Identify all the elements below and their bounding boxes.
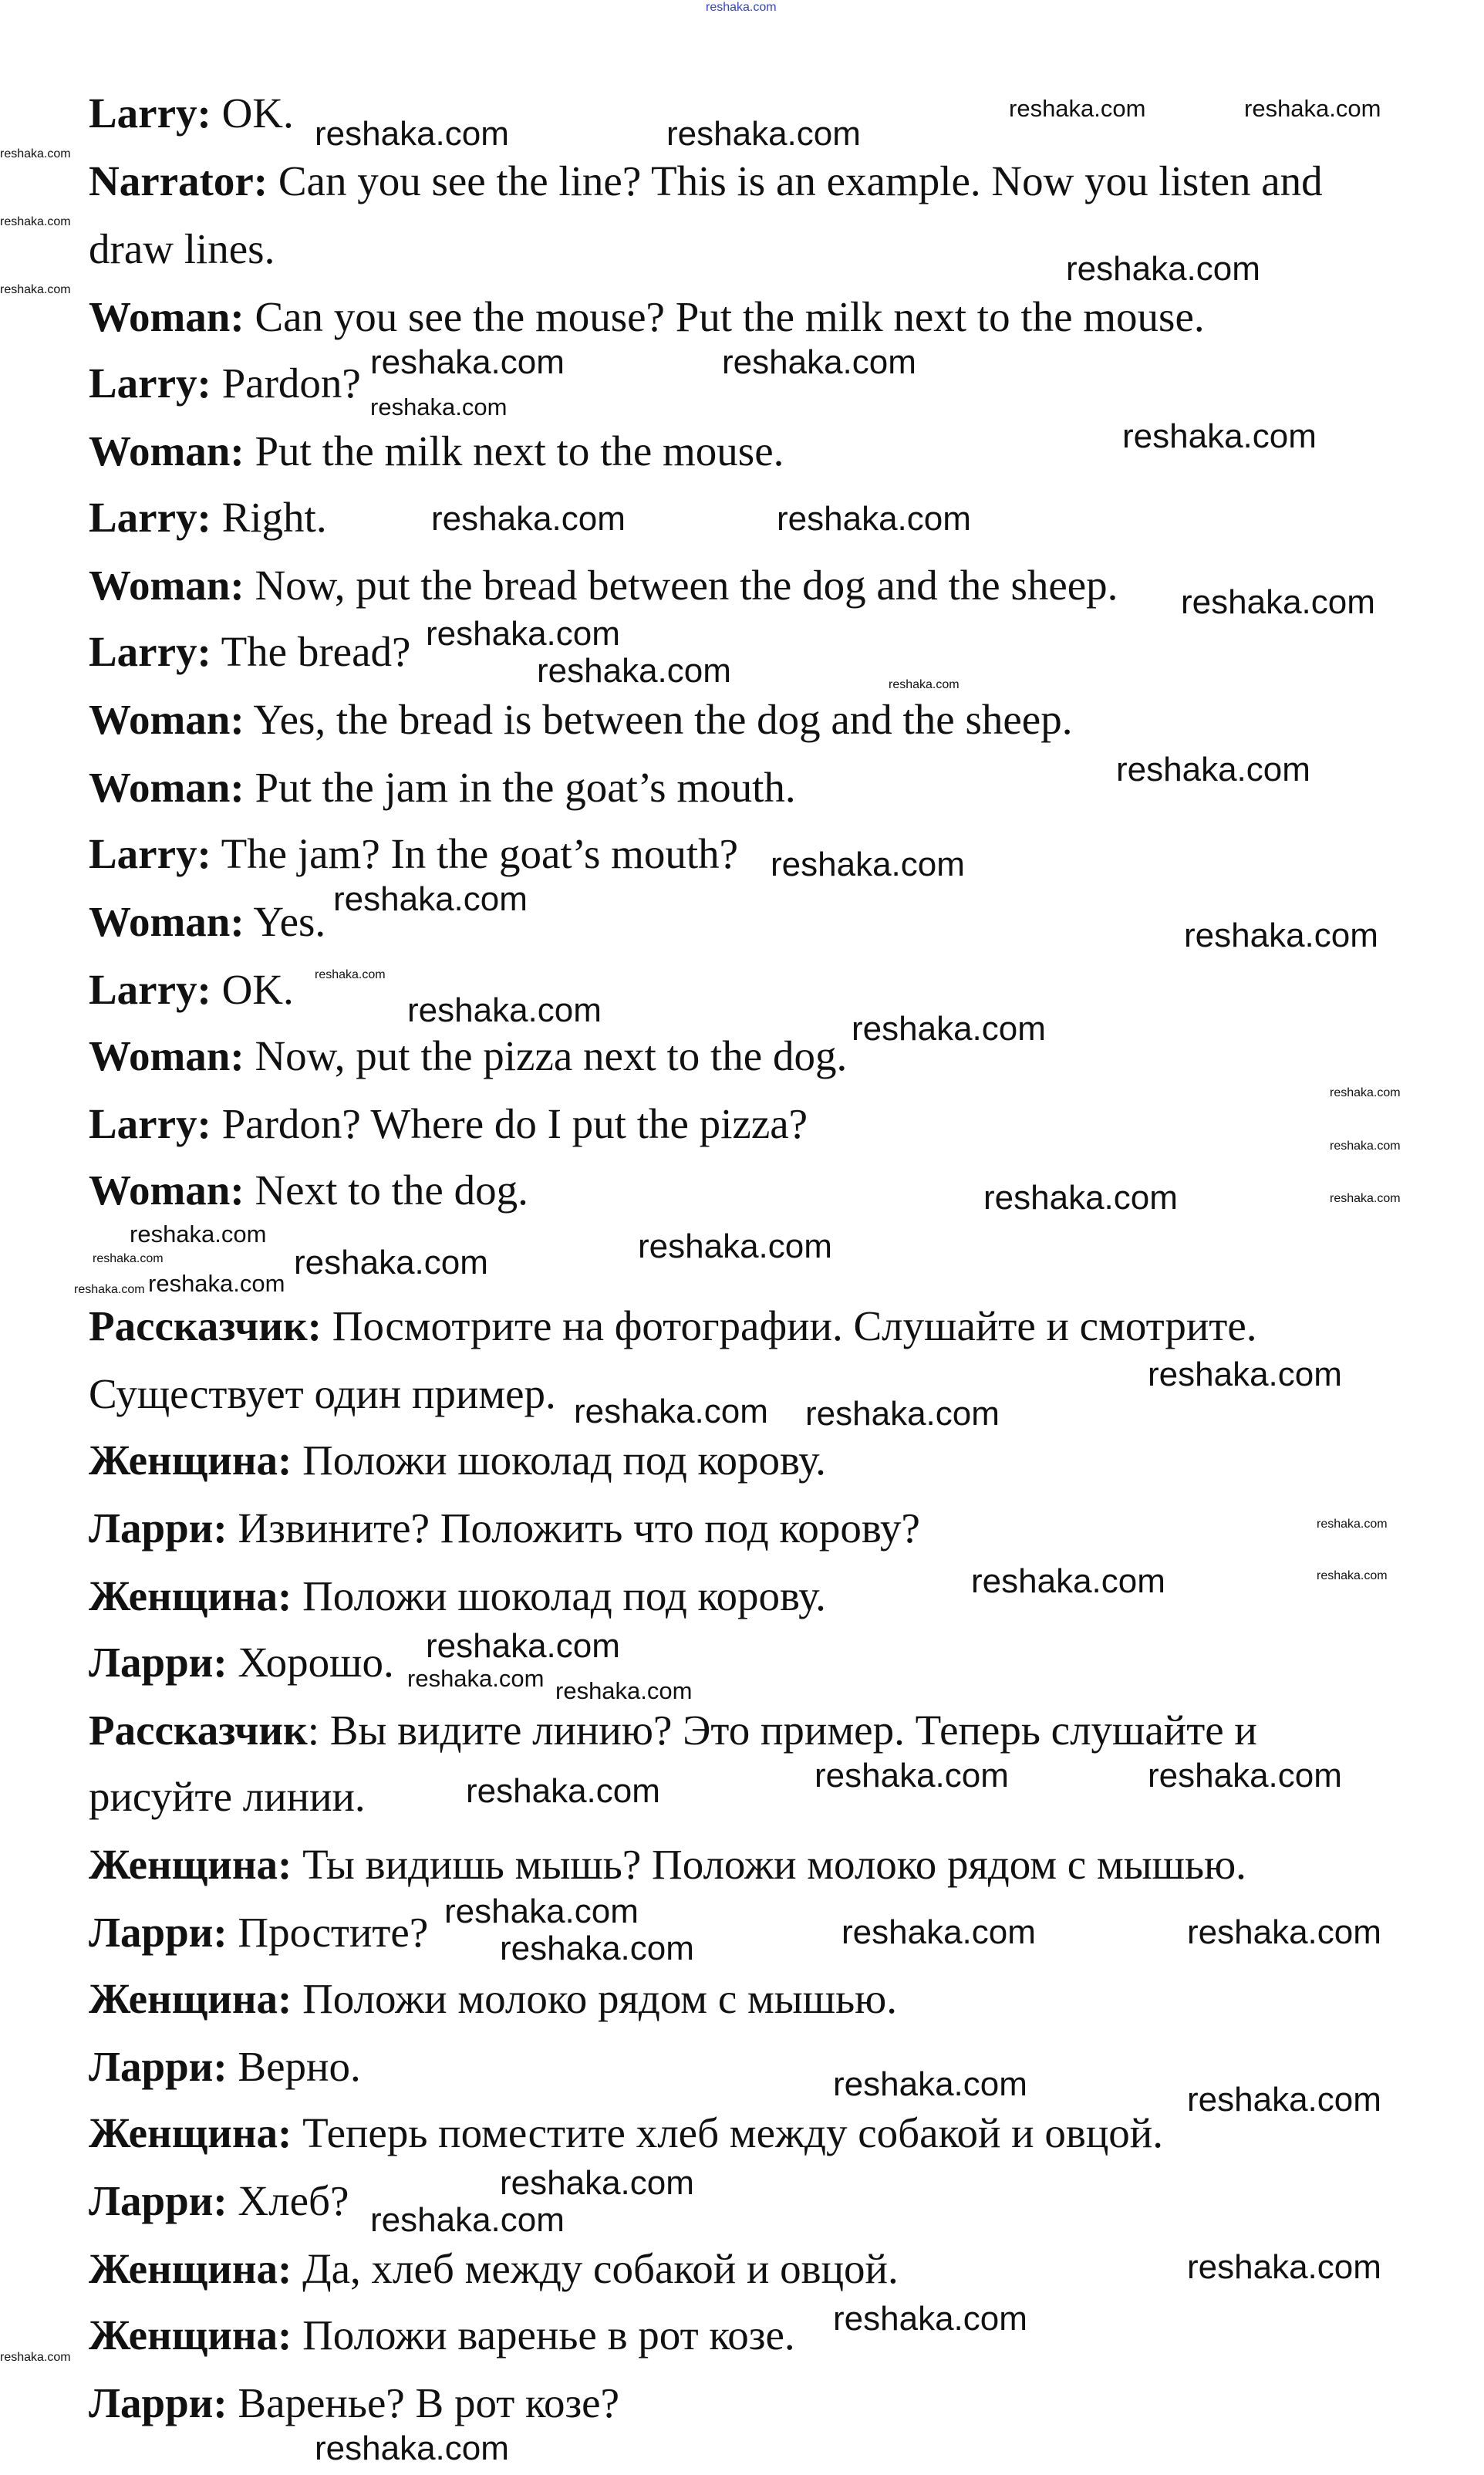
watermark: reshaka.com (426, 615, 620, 653)
watermark: reshaka.com (431, 500, 626, 538)
speaker-label: Larry: (89, 966, 211, 1013)
speaker-label: Женщина: (89, 2245, 292, 2292)
transcript-line (89, 1908, 428, 1957)
speaker-label: Larry: (89, 360, 211, 407)
watermark: reshaka.com (0, 283, 71, 296)
transcript-line (89, 1099, 808, 1149)
watermark: reshaka.com (1187, 2248, 1381, 2286)
line-text: Now, put the bread between the dog and the sheep. (244, 562, 1118, 609)
watermark: reshaka.com (466, 1772, 660, 1810)
line-text: Существует один пример. (89, 1370, 556, 1417)
transcript-line (89, 829, 738, 879)
transcript-line (89, 1504, 920, 1553)
watermark: reshaka.com (852, 1010, 1046, 1048)
watermark: reshaka.com (889, 678, 960, 691)
speaker-label: Woman: (89, 898, 245, 945)
speaker-label: Larry: (89, 494, 211, 541)
watermark: reshaka.com (1009, 95, 1146, 122)
watermark: reshaka.com (1317, 1518, 1388, 1531)
transcript-line (89, 427, 784, 476)
speaker-label: Larry: (89, 628, 211, 675)
line-text: Right. (211, 494, 327, 541)
line-text: Ты видишь мышь? Положи молоко рядом с мышью. (292, 1841, 1246, 1888)
line-text: Now, put the pizza next to the dog. (244, 1032, 848, 1079)
transcript-line (89, 1436, 826, 1485)
line-text: The bread? (211, 628, 411, 675)
transcript-line (89, 89, 294, 138)
watermark: reshaka.com (722, 343, 916, 381)
watermark: reshaka.com (407, 991, 602, 1029)
transcript-line (89, 897, 325, 947)
transcript-line (89, 157, 1323, 206)
watermark: reshaka.com (74, 1283, 145, 1296)
transcript-line (89, 225, 275, 274)
line-text: Посмотрите на фотографии. Слушайте и смотрите. (322, 1302, 1257, 1349)
transcript-line (89, 965, 294, 1015)
speaker-label: Рассказчик: (89, 1302, 322, 1349)
watermark: reshaka.com (983, 1179, 1178, 1217)
line-text: Can you see the mouse? Put the milk next to the mouse. (244, 293, 1205, 340)
watermark: reshaka.com (500, 2164, 694, 2202)
line-text: The jam? In the goat’s mouth? (211, 830, 739, 877)
speaker-label: Ларри: (89, 2379, 228, 2426)
line-text: рисуйте линии. (89, 1773, 366, 1820)
speaker-label: Woman: (89, 293, 245, 340)
watermark: reshaka.com (555, 1677, 693, 1704)
watermark: reshaka.com (666, 115, 861, 153)
line-text: Put the jam in the goat’s mouth. (244, 764, 796, 811)
speaker-label: Woman: (89, 1032, 245, 1079)
line-text: Can you see the line? This is an example. Now you listen and (268, 157, 1323, 204)
watermark: reshaka.com (333, 880, 528, 918)
watermark: reshaka.com (971, 1562, 1165, 1600)
watermark: reshaka.com (1181, 583, 1375, 621)
watermark: reshaka.com (93, 1252, 164, 1265)
watermark: reshaka.com (1244, 95, 1381, 122)
line-text: Put the milk next to the mouse. (244, 427, 784, 474)
speaker-label: Larry: (89, 1100, 211, 1147)
line-text: Положи варенье в рот козе. (292, 2311, 795, 2359)
speaker-label: Ларри: (89, 2177, 228, 2224)
watermark: reshaka.com (0, 2351, 71, 2364)
watermark: reshaka.com (777, 500, 971, 538)
watermark: reshaka.com (815, 1757, 1009, 1795)
watermark: reshaka.com (1330, 1140, 1401, 1153)
watermark: reshaka.com (426, 1627, 620, 1665)
watermark: reshaka.com (1184, 917, 1378, 954)
watermark: reshaka.com (638, 1227, 832, 1265)
transcript-line (89, 1032, 847, 1081)
speaker-label: Женщина: (89, 1841, 292, 1888)
watermark: reshaka.com (315, 115, 509, 153)
speaker-label: Woman: (89, 427, 245, 474)
transcript-line (89, 2176, 349, 2226)
transcript-line (89, 1974, 897, 2024)
watermark: reshaka.com (370, 343, 565, 381)
line-text: OK. (211, 89, 294, 137)
speaker-label: Woman: (89, 1167, 245, 1214)
watermark: reshaka.com (1148, 1356, 1342, 1393)
watermark: reshaka.com (500, 1930, 694, 1967)
speaker-label: Larry: (89, 89, 211, 137)
transcript-line (89, 359, 361, 408)
watermark: reshaka.com (833, 2065, 1027, 2103)
line-text: Хлеб? (227, 2177, 349, 2224)
watermark: reshaka.com (407, 1665, 545, 1692)
speaker-label: Женщина: (89, 1437, 292, 1484)
transcript-line (89, 1302, 1257, 1351)
speaker-label: Ларри: (89, 2043, 228, 2090)
transcript-line (89, 2379, 619, 2428)
watermark: reshaka.com (370, 2201, 565, 2239)
speaker-label: Ларри: (89, 1504, 228, 1552)
header-watermark: reshaka.com (706, 1, 777, 14)
watermark: reshaka.com (315, 968, 386, 981)
transcript-line (89, 561, 1118, 610)
line-text: : Вы видите линию? Это пример. Теперь слушайте и (307, 1707, 1257, 1754)
watermark: reshaka.com (294, 1244, 488, 1281)
speaker-label: Woman: (89, 764, 245, 811)
watermark: reshaka.com (444, 1893, 639, 1930)
speaker-label: Ларри: (89, 1909, 228, 1956)
speaker-label: Larry: (89, 830, 211, 877)
line-text: Положи шоколад под корову. (292, 1572, 826, 1619)
watermark: reshaka.com (1066, 250, 1260, 288)
line-text: Yes, the bread is between the dog and the sheep. (244, 696, 1073, 743)
watermark: reshaka.com (537, 652, 731, 690)
line-text: Простите? (227, 1909, 429, 1956)
watermark: reshaka.com (1148, 1757, 1342, 1795)
speaker-label: Рассказчик (89, 1707, 308, 1754)
transcript-line (89, 2042, 361, 2092)
watermark: reshaka.com (1317, 1569, 1388, 1582)
speaker-label: Woman: (89, 562, 245, 609)
transcript-line (89, 1772, 366, 1822)
line-text: Теперь поместите хлеб между собакой и овцой. (292, 2109, 1163, 2156)
transcript-line (89, 292, 1205, 342)
watermark: reshaka.com (1122, 417, 1317, 455)
watermark: reshaka.com (148, 1270, 285, 1297)
speaker-label: Ларри: (89, 1639, 228, 1686)
speaker-label: Женщина: (89, 1572, 292, 1619)
watermark: reshaka.com (370, 393, 508, 420)
watermark: reshaka.com (574, 1393, 768, 1430)
line-text: Next to the dog. (244, 1167, 528, 1214)
speaker-label: Narrator: (89, 157, 268, 204)
transcript-line (89, 1369, 556, 1419)
line-text: Хорошо. (227, 1639, 394, 1686)
transcript-line (89, 763, 796, 812)
watermark: reshaka.com (315, 2429, 509, 2467)
watermark: reshaka.com (0, 147, 71, 160)
speaker-label: Женщина: (89, 2311, 292, 2359)
line-text: draw lines. (89, 225, 275, 272)
watermark: reshaka.com (805, 1395, 1000, 1433)
watermark: reshaka.com (1187, 1913, 1381, 1951)
line-text: Извините? Положить что под корову? (227, 1504, 920, 1552)
watermark: reshaka.com (1330, 1192, 1401, 1205)
line-text: Положи шоколад под корову. (292, 1437, 826, 1484)
line-text: Pardon? Where do I put the pizza? (211, 1100, 808, 1147)
watermark: reshaka.com (1330, 1086, 1401, 1099)
watermark: reshaka.com (1187, 2081, 1381, 2119)
transcript-line (89, 493, 327, 542)
transcript-line (89, 1706, 1257, 1755)
watermark: reshaka.com (1116, 751, 1310, 788)
watermark: reshaka.com (0, 215, 71, 228)
transcript-line (89, 627, 410, 677)
line-text: OK. (211, 966, 294, 1013)
speaker-label: Женщина: (89, 2109, 292, 2156)
line-text: Pardon? (211, 360, 361, 407)
line-text: Варенье? В рот козе? (227, 2379, 619, 2426)
watermark: reshaka.com (771, 846, 965, 883)
transcript-line (89, 695, 1072, 745)
watermark: reshaka.com (841, 1913, 1036, 1951)
transcript-line (89, 1638, 394, 1687)
transcript-line (89, 1572, 826, 1621)
line-text: Да, хлеб между собакой и овцой. (292, 2245, 899, 2292)
speaker-label: Женщина: (89, 1975, 292, 2022)
transcript-line (89, 2244, 899, 2294)
line-text: Верно. (227, 2043, 361, 2090)
line-text: Положи молоко рядом с мышью. (292, 1975, 898, 2022)
watermark: reshaka.com (833, 2300, 1027, 2338)
transcript-line (89, 2311, 795, 2360)
speaker-label: Woman: (89, 696, 245, 743)
watermark: reshaka.com (130, 1221, 267, 1248)
transcript-line (89, 1166, 528, 1215)
line-text: Yes. (244, 898, 326, 945)
transcript-line (89, 2109, 1163, 2158)
transcript-line (89, 1840, 1246, 1889)
